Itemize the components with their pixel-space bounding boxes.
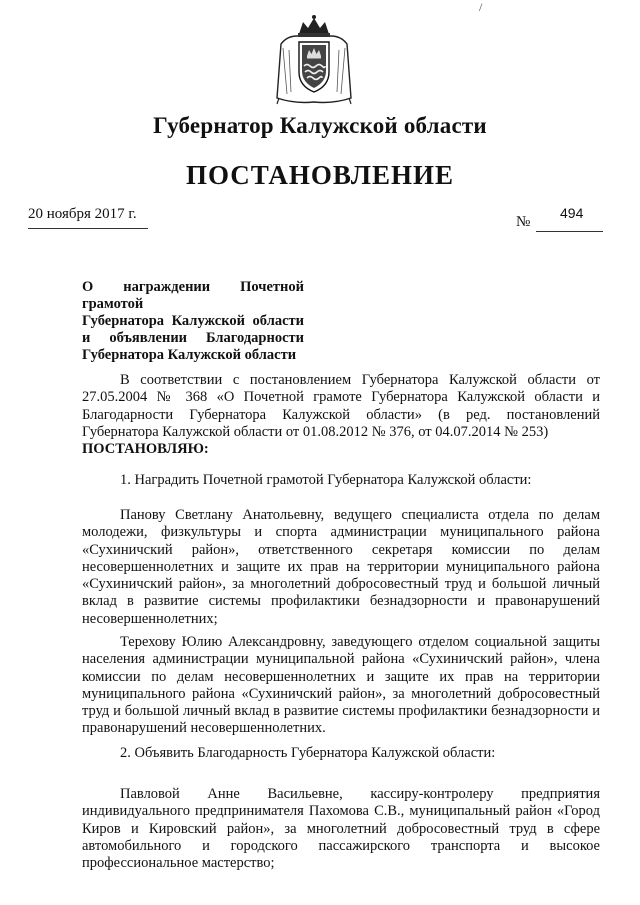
resolve-heading: ПОСТАНОВЛЯЮ:	[82, 441, 209, 458]
subject-line: Губернатора Калужской области	[82, 313, 304, 329]
number-underline	[536, 231, 603, 232]
document-type: ПОСТАНОВЛЕНИЕ	[185, 160, 455, 190]
top-mark: /	[479, 0, 483, 14]
award-3-text: Павловой Анне Васильевне, кассиру-контролеру предприятия индивидуального предпринимателя Пахомова С.В., муниципальный район «Город Киров и Кировский район», за многолетний добросовестный труд в сфере автомобильного и городского пассажирского транспорта и высокое профессиональное мастерство;	[82, 786, 600, 872]
coat-of-arms-icon	[273, 14, 355, 106]
preamble-text: В соответствии с постановлением Губернатора Калужской области от 27.05.2004 № 368 «О Почетной грамоте Губернатора Калужской области и Благодарности Губернатора Калужской области» (в ред. постановлений Губернатора Калужской области от 01.08.2012 № 376, от 04.07.2014 № 253)	[82, 372, 600, 440]
subject-line: Губернатора Калужской области	[82, 347, 297, 363]
item-1-block	[82, 472, 600, 489]
item-2-heading: 2. Объявить Благодарность Губернатора Калужской области:	[120, 745, 496, 761]
award-1-text: Панову Светлану Анатольевну, ведущего специалиста отдела по делам молодежи, физкультуры и спорта администрации муниципального района «Сухиничский район», ответственного секретаря комиссии по делам несовершеннолетних и защите их прав на территории муниципального района «Сухиничский район», за многолетний добросовестный труд и большой личный вклад в развитие системы профилактики безнадзорности и правонарушений несовершеннолетних;	[82, 507, 600, 627]
award-1-block	[82, 507, 600, 628]
preamble-block	[82, 372, 600, 458]
award-2-text: Терехову Юлию Александровну, заведующего отделом социальной защиты населения администрации муниципальной района «Сухиничский район», члена комиссии по делам несовершеннолетних и защите их прав на территории муниципального района «Сухиничский район», за многолетний добросовестный труд и большой личный вклад в развитие системы профилактики безнадзорности и правонарушений несовершеннолетних.	[82, 634, 600, 737]
item-1-heading: 1. Наградить Почетной грамотой Губернатора Калужской области:	[120, 472, 532, 488]
subject-line: О награждении Почетной грамотой	[82, 279, 304, 312]
award-3-block	[82, 786, 600, 872]
date-underline	[28, 228, 148, 229]
number-label: №	[516, 214, 531, 230]
document-subject	[82, 279, 304, 364]
award-2-block	[82, 634, 600, 738]
subject-line: и объявлении Благодарности	[82, 330, 304, 346]
item-2-block	[82, 745, 600, 762]
document-number: 494	[560, 205, 584, 221]
authority-title: Губернатор Калужской области	[153, 113, 487, 138]
document-date: 20 ноября 2017 г.	[28, 206, 137, 222]
